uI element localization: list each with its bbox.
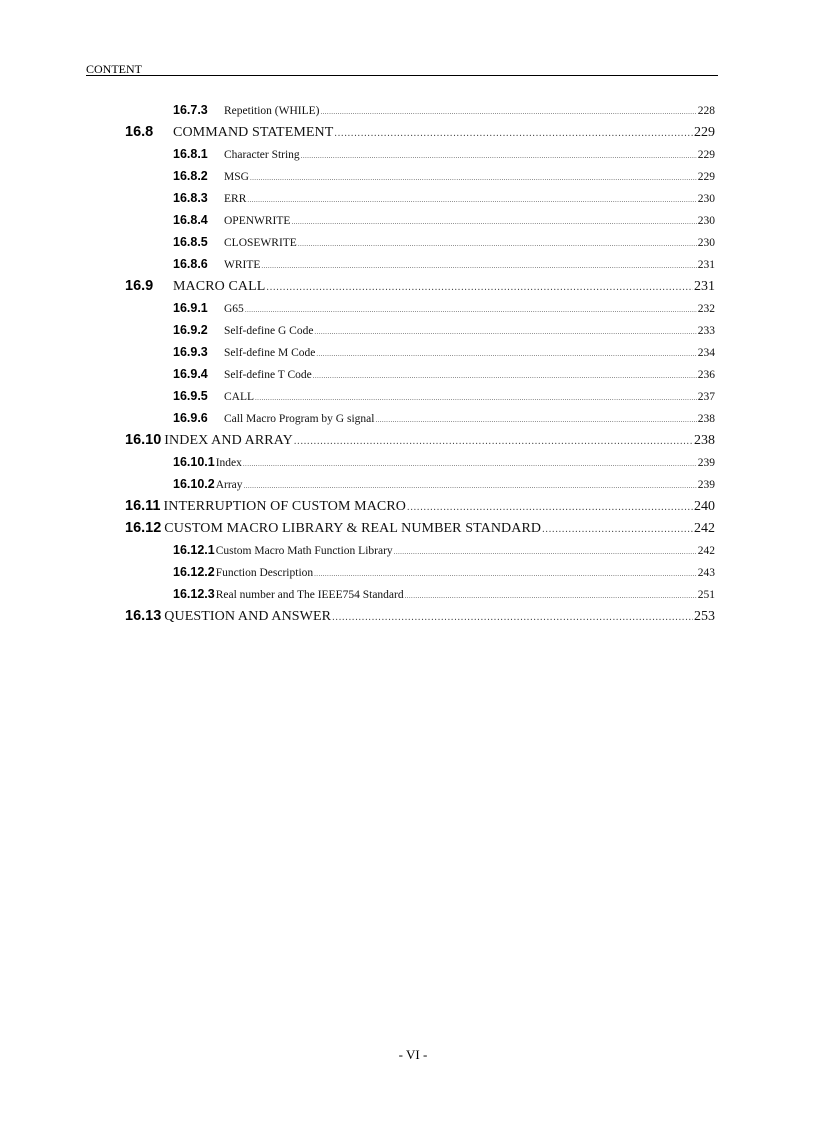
toc-entry-number: 16.10 [125, 432, 162, 448]
toc-entry-title: Array [215, 479, 243, 491]
toc-subsection-entry[interactable] [0, 209, 715, 231]
toc-subsection-entry[interactable] [0, 341, 715, 363]
toc-dot-leader [298, 233, 697, 255]
toc-entry-title: Call Macro Program by G signal [224, 413, 375, 425]
toc-entry-title: MACRO CALL [173, 279, 266, 294]
toc-entry-page: 230 [697, 193, 715, 205]
toc-entry-page: 253 [694, 609, 715, 624]
toc-subsection-entry[interactable] [0, 363, 715, 385]
toc-entry-title: Character String [224, 149, 300, 161]
toc-dot-leader [247, 189, 696, 211]
toc-entry-page: 237 [697, 391, 715, 403]
toc-entry-page: 230 [697, 237, 715, 249]
toc-entry-title: INTERRUPTION OF CUSTOM MACRO [163, 499, 407, 514]
toc-dot-leader [266, 277, 693, 299]
toc-entry-title: Repetition (WHILE) [224, 105, 320, 117]
toc-dot-leader [261, 255, 696, 277]
toc-entry-page: 239 [697, 457, 715, 469]
toc-dot-leader [407, 497, 693, 519]
toc-entry-page: 232 [697, 303, 715, 315]
toc-entry-page: 233 [697, 325, 715, 337]
toc-entry-number: 16.12.2 [173, 565, 215, 579]
toc-dot-leader [542, 519, 693, 541]
toc-entry-number: 16.8.2 [173, 169, 208, 183]
toc-entry-page: 240 [694, 499, 715, 514]
toc-dot-leader [316, 343, 696, 365]
toc-subsection-entry[interactable] [0, 451, 715, 473]
toc-subsection-entry[interactable] [0, 407, 715, 429]
toc-entry-title: INDEX AND ARRAY [164, 433, 293, 448]
toc-section-entry[interactable] [0, 605, 715, 627]
toc-entry-page: 236 [697, 369, 715, 381]
toc-entry-number: 16.12.1 [173, 543, 215, 557]
toc-subsection-entry[interactable] [0, 187, 715, 209]
page-header [86, 60, 718, 76]
toc-entry-page: 228 [697, 105, 715, 117]
toc-subsection-entry[interactable] [0, 253, 715, 275]
toc-entry-title: CUSTOM MACRO LIBRARY & REAL NUMBER STANDARD [164, 521, 542, 536]
toc-dot-leader [255, 387, 697, 409]
toc-dot-leader [301, 145, 697, 167]
toc-entry-number: 16.8.5 [173, 235, 208, 249]
toc-entry-title: WRITE [224, 259, 261, 271]
toc-dot-leader [314, 563, 697, 585]
toc-entry-number: 16.9.3 [173, 345, 208, 359]
table-of-contents [0, 99, 826, 627]
toc-entry-title: G65 [224, 303, 244, 315]
toc-entry-title: OPENWRITE [224, 215, 291, 227]
toc-entry-page: 238 [697, 413, 715, 425]
toc-entry-number: 16.9.6 [173, 411, 208, 425]
toc-dot-leader [334, 123, 693, 145]
toc-entry-page: 251 [697, 589, 715, 601]
toc-dot-leader [375, 409, 696, 431]
toc-entry-title: CALL [224, 391, 255, 403]
toc-entry-number: 16.13 [125, 608, 162, 624]
toc-entry-number: 16.7.3 [173, 103, 208, 117]
toc-entry-title: Index [215, 457, 242, 469]
toc-entry-number: 16.12 [125, 520, 162, 536]
toc-subsection-entry[interactable] [0, 99, 715, 121]
toc-entry-title: Real number and The IEEE754 Standard [215, 589, 404, 601]
toc-entry-title: COMMAND STATEMENT [173, 125, 334, 140]
toc-subsection-entry[interactable] [0, 561, 715, 583]
toc-dot-leader [314, 321, 696, 343]
toc-entry-page: 238 [694, 433, 715, 448]
toc-entry-number: 16.9.1 [173, 301, 208, 315]
toc-subsection-entry[interactable] [0, 231, 715, 253]
toc-entry-title: Custom Macro Math Function Library [215, 545, 393, 557]
toc-section-entry[interactable] [0, 495, 715, 517]
toc-entry-number: 16.8.1 [173, 147, 208, 161]
toc-entry-number: 16.11 [125, 498, 161, 514]
toc-dot-leader [243, 453, 697, 475]
toc-dot-leader [313, 365, 697, 387]
toc-entry-number: 16.8 [125, 124, 154, 140]
toc-subsection-entry[interactable] [0, 583, 715, 605]
toc-entry-title: Self-define G Code [224, 325, 314, 337]
toc-entry-title: Self-define T Code [224, 369, 312, 381]
toc-entry-page: 229 [697, 171, 715, 183]
toc-entry-number: 16.12.3 [173, 587, 215, 601]
toc-subsection-entry[interactable] [0, 319, 715, 341]
toc-entry-title: ERR [224, 193, 247, 205]
toc-dot-leader [320, 101, 696, 123]
toc-dot-leader [291, 211, 696, 233]
toc-entry-number: 16.10.2 [173, 477, 215, 491]
toc-entry-number: 16.8.6 [173, 257, 208, 271]
toc-section-entry[interactable] [0, 429, 715, 451]
toc-subsection-entry[interactable] [0, 385, 715, 407]
toc-entry-page: 242 [697, 545, 715, 557]
toc-entry-page: 231 [697, 259, 715, 271]
toc-entry-title: CLOSEWRITE [224, 237, 297, 249]
toc-dot-leader [250, 167, 697, 189]
toc-entry-page: 234 [697, 347, 715, 359]
toc-subsection-entry[interactable] [0, 473, 715, 495]
toc-entry-number: 16.8.3 [173, 191, 208, 205]
toc-entry-number: 16.10.1 [173, 455, 215, 469]
toc-subsection-entry[interactable] [0, 297, 715, 319]
toc-entry-number: 16.9 [125, 278, 154, 294]
header-title: CONTENT [86, 62, 142, 76]
toc-entry-number: 16.8.4 [173, 213, 208, 227]
toc-entry-page: 229 [697, 149, 715, 161]
toc-section-entry[interactable] [0, 121, 715, 143]
toc-subsection-entry[interactable] [0, 539, 715, 561]
toc-entry-title: Function Description [215, 567, 314, 579]
toc-entry-title: QUESTION AND ANSWER [164, 609, 332, 624]
toc-dot-leader [332, 607, 693, 629]
toc-entry-page: 230 [697, 215, 715, 227]
toc-dot-leader [294, 431, 693, 453]
toc-dot-leader [394, 541, 697, 563]
toc-entry-page: 239 [697, 479, 715, 491]
toc-section-entry[interactable] [0, 517, 715, 539]
toc-dot-leader [405, 585, 697, 607]
page-number: - VI - [398, 1047, 428, 1062]
toc-entry-title: MSG [224, 171, 249, 183]
toc-entry-page: 242 [694, 521, 715, 536]
toc-section-entry[interactable] [0, 275, 715, 297]
toc-entry-page: 229 [694, 125, 715, 140]
toc-entry-number: 16.9.5 [173, 389, 208, 403]
toc-entry-number: 16.9.4 [173, 367, 208, 381]
toc-entry-page: 231 [694, 279, 715, 294]
toc-entry-number: 16.9.2 [173, 323, 208, 337]
toc-entry-page: 243 [697, 567, 715, 579]
toc-subsection-entry[interactable] [0, 165, 715, 187]
toc-subsection-entry[interactable] [0, 143, 715, 165]
toc-entry-title: Self-define M Code [224, 347, 316, 359]
toc-dot-leader [244, 475, 697, 497]
toc-dot-leader [245, 299, 697, 321]
